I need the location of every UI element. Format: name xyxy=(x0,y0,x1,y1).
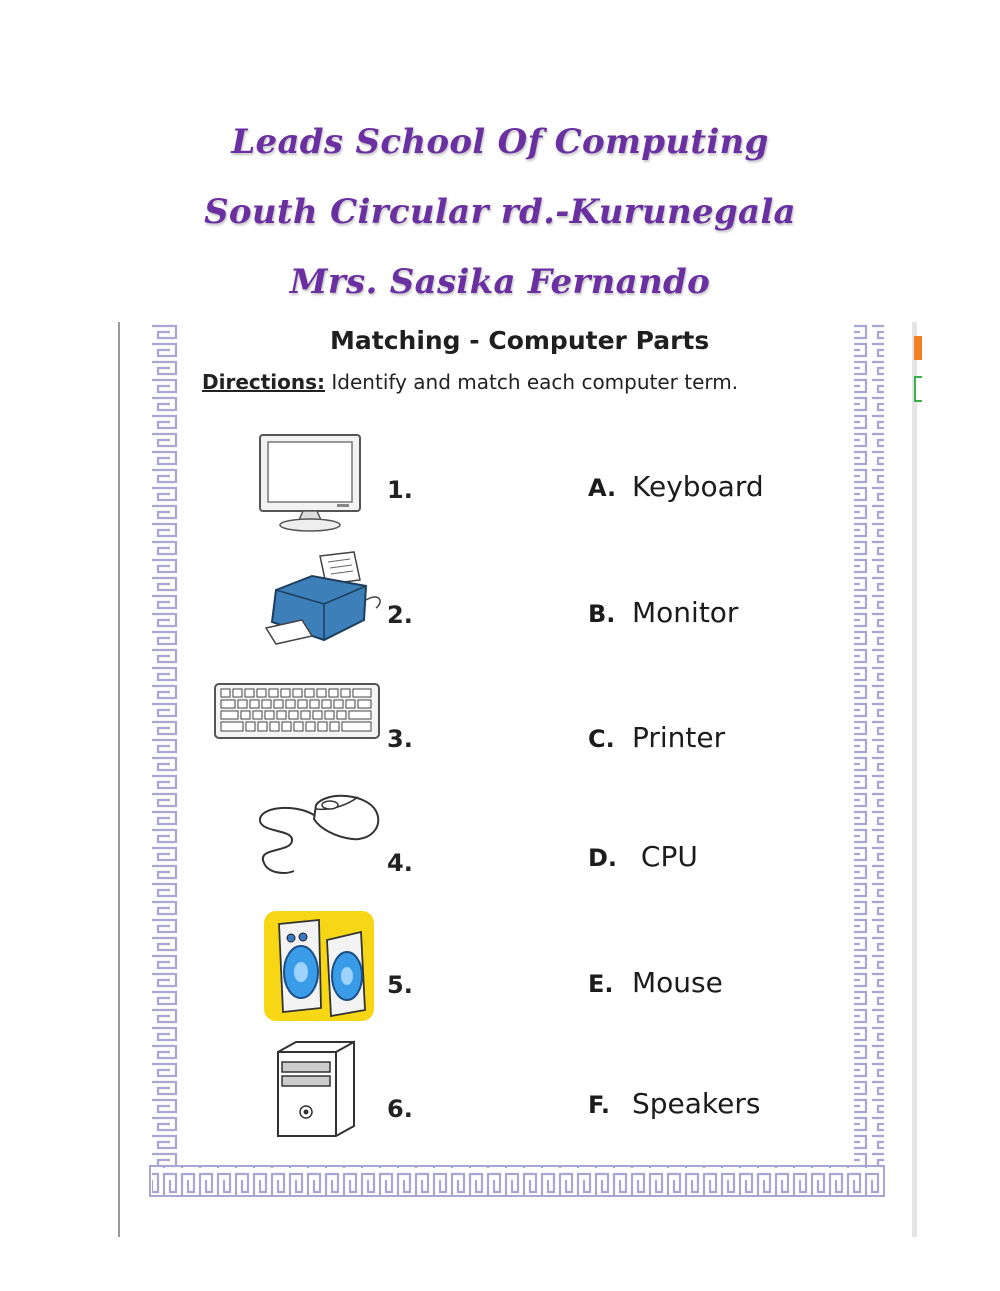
item-number-2: 2. xyxy=(387,601,413,629)
item-number-3: 3. xyxy=(387,725,413,753)
option-letter: C. xyxy=(588,725,615,753)
directions-text: Identify and match each computer term. xyxy=(325,370,739,394)
school-address: South Circular rd.-Kurunegala xyxy=(204,192,796,232)
printer-icon xyxy=(262,550,388,648)
cpu-tower-icon xyxy=(272,1040,360,1138)
option-letter: A. xyxy=(588,474,617,502)
option-term: Speakers xyxy=(632,1087,761,1120)
option-letter: E. xyxy=(588,970,614,998)
option-a xyxy=(588,470,764,503)
speakers-icon xyxy=(263,910,375,1022)
teacher-name: Mrs. Sasika Fernando xyxy=(289,262,711,302)
option-d xyxy=(588,840,698,873)
option-term: Mouse xyxy=(632,966,723,999)
directions xyxy=(202,370,738,394)
option-term: Keyboard xyxy=(632,470,764,503)
worksheet-title: Matching - Computer Parts xyxy=(330,326,710,355)
item-number-6: 6. xyxy=(387,1095,413,1123)
option-term: CPU xyxy=(632,840,698,873)
directions-label: Directions: xyxy=(202,370,326,394)
school-name: Leads School Of Computing xyxy=(231,122,769,162)
option-letter: B. xyxy=(588,600,616,628)
item-number-1: 1. xyxy=(387,476,413,504)
option-e xyxy=(588,966,723,999)
option-f xyxy=(588,1087,760,1120)
monitor-icon xyxy=(255,432,367,534)
option-c xyxy=(588,721,725,754)
option-term: Monitor xyxy=(632,596,739,629)
item-number-4: 4. xyxy=(387,849,413,877)
option-letter: D. xyxy=(588,844,618,872)
mouse-icon xyxy=(254,793,384,879)
option-term: Printer xyxy=(632,721,726,754)
keyboard-icon xyxy=(213,682,383,742)
item-number-5: 5. xyxy=(387,971,413,999)
option-letter: F. xyxy=(588,1091,610,1119)
option-b xyxy=(588,596,738,629)
